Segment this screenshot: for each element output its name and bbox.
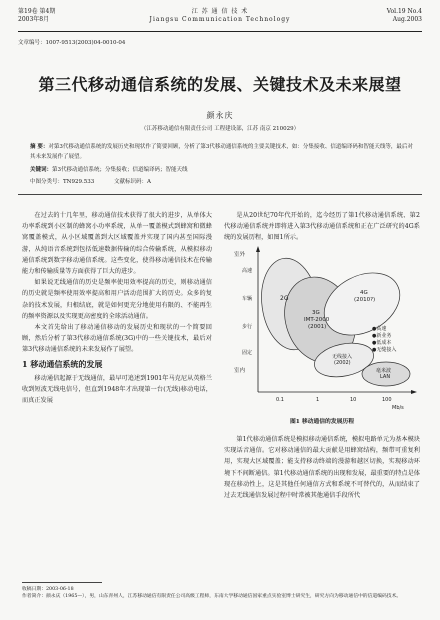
legend-item: ●低成本	[372, 340, 392, 346]
abstract	[30, 142, 414, 162]
article-id: 文章编号：1007-9513(2003)04-0010-04	[18, 40, 126, 46]
figure-legend	[372, 325, 396, 353]
body-paragraph: 第1代移动通信系统是模拟移动通信系统，模拟电路单元为基本模块实现话音通信。它对移动通信的最大贡献是用蜂窝结构，频带可重复利用，实现大区域覆盖；能支持移动终端的漫游和越区切换，实现移动环境下不间断通信。第1代移动通信系统的出现和发展，最重要的特点是体现在移动性上，这是其他任何通信方式和系统不可替代的，从而结束了过去无线通信发展过程中时常被其他通信手段所代	[224, 436, 420, 500]
y-tick-label: 固定	[242, 350, 253, 356]
y-axis-label: 室外	[234, 252, 246, 258]
legend-item: ●高速	[372, 326, 387, 332]
left-column	[22, 210, 212, 406]
label-mm-line: LAN	[380, 374, 391, 380]
x-axis-unit: Mb/s	[392, 405, 404, 411]
label-wireless-access	[332, 353, 354, 366]
volume-issue-en: Vol.19 No.4	[386, 8, 422, 15]
label-4g-line: (2010?)	[354, 297, 376, 303]
author-bio: 作者简介：颜永庆（1965—），男，山东青州人，江苏移动通信有限责任公司高级工程师，东南大学移动通信国家重点实验室博士研究生，研究方向为移动通信中的信道编码技术。	[22, 594, 402, 600]
label-mm-line: 毫米波	[376, 368, 392, 374]
volume-info-en	[387, 8, 422, 24]
keywords-label: 关键词：	[30, 167, 53, 173]
keywords	[30, 166, 414, 175]
evolution-diagram	[232, 242, 418, 412]
journal-name	[18, 8, 422, 24]
issue-date: 2003年8月	[18, 16, 50, 23]
journal-name-cn: 江 苏 通 信 技 术	[191, 8, 249, 15]
y-axis-arrow	[256, 246, 260, 252]
body-paragraph: 在过去的十几年里，移动通信技术获得了很大的进步，从单体大功率系统到小区制的蜂窝小功率系统，从单一覆盖模式到蜂窝和微蜂窝覆盖模式，从小区域覆盖到大区域覆盖并实现了国内甚至国际漫游，从纯语音系统到包括低速数据传输的综合传输系统，从模拟移动通信系统到数字移动通信系统。这些变化，使得移动通信技术在传输能力和传输质量等方面获得了巨大的进步。	[22, 212, 212, 276]
label-3g-line: (2001)	[308, 324, 327, 330]
body-paragraph: 是从20世纪70年代开始的，迄今经历了第1代移动通信系统、第2代移动通信系统并即将进入第3代移动通信系统和正在广泛研究的4G系统的发展历程，如图1所示。	[224, 212, 420, 242]
y-tick-label: 车辆	[242, 296, 253, 302]
label-4g-line: 4G	[360, 290, 368, 296]
x-tick-label: 0.1	[276, 397, 284, 403]
label-wa-line: 无线接入	[332, 354, 353, 360]
journal-name-en: Jiangsu Communication Technology	[149, 16, 291, 23]
label-2g: 2G	[280, 295, 289, 302]
header-divider	[18, 194, 422, 195]
issue-date-en: Aug.2003	[392, 16, 422, 23]
footnote	[22, 586, 418, 600]
label-3g-line: 3G	[312, 310, 320, 316]
author: 颜永庆	[206, 111, 234, 120]
paper-title: 第三代移动通信系统的发展、关键技术及未来展望	[38, 75, 402, 94]
running-header	[18, 6, 422, 32]
body-paragraph: 如果说无线通信的历史是频率使用效率提高的历史，则移动通信的历史就是频率使用效率提高和用户活动范围扩大的历史。众多的复杂的技术发展，归根结底，就是如何更充分地使用有限的、不能再生的频率资源以及实现更高密度的全球活动通信。	[22, 279, 212, 320]
x-tick-label: 100	[382, 397, 392, 403]
legend-item: ●新业务	[372, 333, 392, 339]
footnote-rule	[22, 582, 102, 583]
label-wa-line: (2002)	[334, 360, 351, 366]
volume-issue: 第19卷 第4期	[18, 8, 56, 15]
y-axis-label-bottom: 室内	[234, 368, 246, 374]
x-axis-arrow	[411, 390, 417, 394]
received-date: 收稿日期：2003-06-18	[22, 587, 74, 592]
affiliation: （江苏移动通信有限责任公司 工程建设部，江苏 南京 210029）	[140, 126, 300, 132]
figure-caption: 图1 移动通信的发展历程	[289, 419, 355, 425]
clc-number: 中图分类号：TN929.533	[30, 179, 95, 185]
body-paragraph: 移动通信起源于无线通信，最早可追述到1901年马克尼从英格兰收到短波无线电信号，但直到1948年才出现第一台(无线)移动电话，而真正发展	[22, 374, 212, 405]
right-column-top	[224, 210, 420, 244]
keywords-text: 第3代移动通信系统；分集接收；信道编译码；智能天线	[52, 167, 188, 173]
body-paragraph: 本文首先给出了移动通信移动的发展历史和现状的一个简要回顾，然后分析了第3代移动通信系统(3G)中的一些关键技术，最后对第3代移动通信系统的未来发展作了展望。	[22, 324, 212, 354]
right-column-bottom	[224, 434, 420, 501]
y-tick-label: 高速	[242, 268, 253, 274]
abstract-text: 对第3代移动通信系统的发展历史和现状作了简要回顾，分析了第3代移动通信系统的主要关键技术，如：分集接收、信道编译码和智能天线等，最后对其未来发展作了展望。	[30, 144, 413, 160]
classification	[30, 178, 414, 187]
legend-item: ●无缝接入	[372, 347, 397, 353]
x-tick-label: 10	[350, 397, 357, 403]
y-tick-label: 步行	[242, 324, 253, 330]
section-heading: 1 移动通信系统的发展	[22, 358, 103, 369]
abstract-label: 摘 要：	[30, 144, 49, 150]
x-tick-label: 1	[316, 397, 320, 403]
document-code: 文献标识码：A	[113, 179, 151, 185]
figure-1	[232, 242, 418, 412]
label-3g-line: IMT-2000	[304, 317, 330, 323]
